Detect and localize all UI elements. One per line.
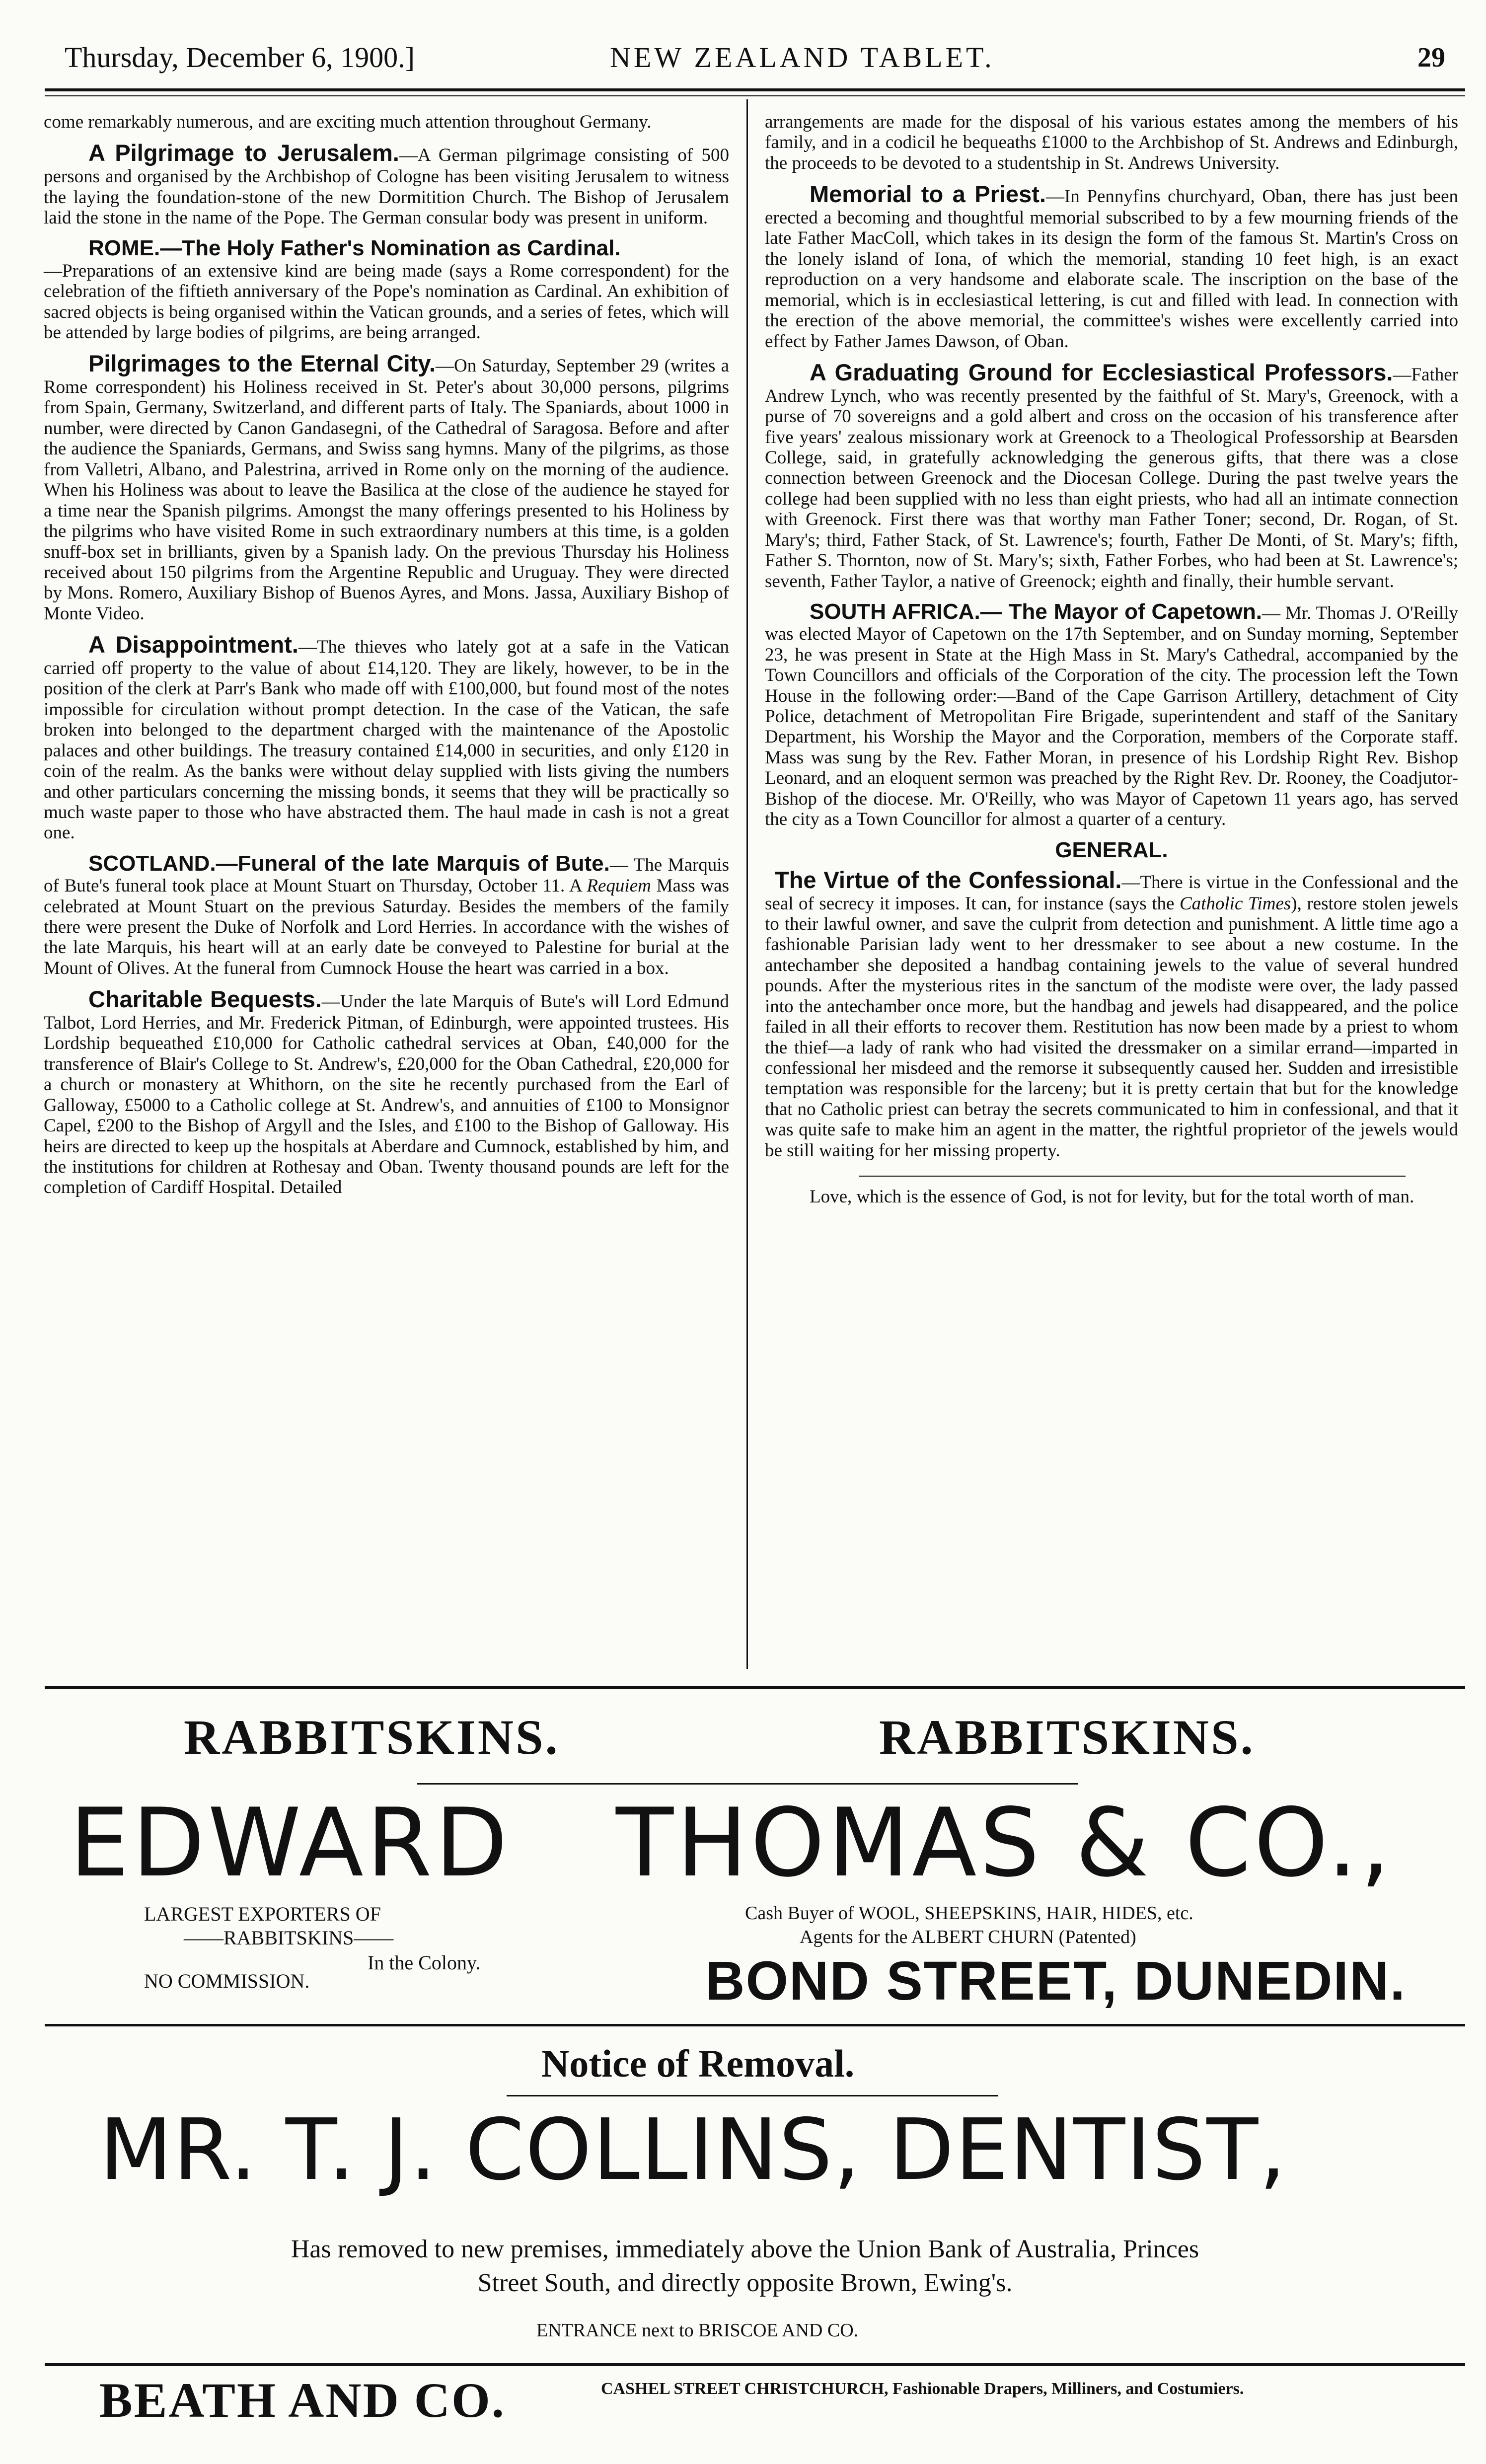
article-jerusalem [44,140,729,228]
bequests-continued: arrangements are made for the disposal of his various estates among the members of his family, and in a codicil he bequeaths £1000 to the Archbishop of St. Andrews and Edinburgh, the proceeds to be devoted to a studentship in St. Andrews University. [765,112,1458,173]
article-heading: A Disappointment. [88,631,298,658]
newspaper-title: NEW ZEALAND TABLET. [610,41,995,74]
article-heading: ROME.—The Holy Father's Nomination as Cardinal. [88,236,621,261]
page-number: 29 [1417,42,1445,73]
intro-paragraph: come remarkably numerous, and are exciting much attention throughout Germany. [44,112,652,132]
right-column [765,112,1458,1215]
ad-rabbitskins-small: ——RABBITSKINS—— [184,1927,394,1949]
ad-collins-dentist: MR. T. J. COLLINS, DENTIST, [99,2101,1287,2199]
article-body: Mass was celebrated at Mount Stuart on the previous Saturday. Besides the members of the family there were present the Duke of Norfolk and Lord Herries. In accordance with the wishes of the late Marquis, his heart will at an early date be conveyed to Palestine for burial at the Mount of Olives. At the funeral from Cumnock House the heart was carried in a box. [44,876,729,978]
article-body: ), restore stolen jewels to their lawful owner, and save the culprit from detection and punishment. A little time ago a fashionable Parisian lady went to her dressmaker to see about a new costume. In the antechamber she deposited a handbag containing jewels to the value of several hundred pounds. After the mysterious rites in the sanctum of the modiste were over, the lady passed into the antechamber once more, but the handbag and jewels had disappeared, and the police failed in all their efforts to recover them. Restitution has now been made by a priest to whom the thief—a lady of rank who had visited the dressmaker on a similar errand—imparted in confessional her misdeed and the remorse it subsequently caused her. Sudden and irresistible temptation was responsible for the larceny; but it is pretty certain that but for the knowledge that no Catholic priest can betray the secrets communicated to him in confessional, and that it was quite safe to make him an agent in the matter, the rightful proprietor of the jewels would be still waiting for her missing property. [765,893,1458,1161]
article-eternal-city [44,351,729,624]
article-body-italic: Catholic Times [1179,893,1291,914]
article-heading: A Pilgrimage to Jerusalem. [88,140,399,166]
article-graduating [765,360,1458,592]
article-body: — Mr. Thomas J. O'Reilly was elected Mayor of Capetown on the 17th September, and on Sunday morning, September 23, he was present in State at the High Mass in St. Mary's Cathedral, accompanied by the Town Councillors and officials of the Corporation of the city. The procession left the Town House in the following order:—Band of the Cape Garrison Artillery, detachment of City Police, detachment of Metropolitan Fire Brigade, superintendent and staff of the Sanitary Department, his Worship the Mayor and the Corporation, members of the Corporate staff. Mass was sung by the Rev. Father Moran, in presence of his Lordship Right Rev. Bishop Leonard, and an eloquent sermon was preached by the Right Rev. Dr. Rooney, the Coadjutor-Bishop of the diocese. Mr. O'Reilly, who was Mayor of Capetown 11 years ago, has served the city as a Town Councillor for almost a quarter of a century. [765,603,1458,830]
ad-rule [417,1783,1078,1785]
notice-rule [507,2095,998,2096]
closing-quote: Love, which is the essence of God, is not for levity, but for the total worth of man. [810,1187,1414,1207]
ad-cash-buyer: Cash Buyer of WOOL, SHEEPSKINS, HAIR, HIDES, etc. [745,1903,1193,1924]
header-rule [45,88,1465,91]
quote-rule [859,1176,1406,1177]
section-heading-general: GENERAL. [1055,837,1168,862]
article-cardinal [44,236,729,343]
article-bute-funeral [44,851,729,978]
article-body: —A German pilgrimage consisting of 500 persons and organised by the Archbishop of Cologne has been visiting Jerusalem to witness the laying the foundation-stone of the new Dormitition Church. The Bishop of Jerusalem laid the stone in the name of the Pope. The German consular body was present in uniform. [44,145,729,228]
ad-bond-street: BOND STREET, DUNEDIN. [705,1950,1406,2012]
article-body: — The Marquis of Bute's funeral took place at Mount Stuart on Thursday, October 11. A [44,854,729,896]
article-capetown [765,599,1458,830]
article-body: —Preparations of an extensive kind are being made (says a Rome correspondent) for the celebration of the fiftieth anniversary of the Pope's nomination as Cardinal. An exhibition of sacred objects is being organised within the Vatican grounds, and a series of fetes, which will be attended by large bodies of pilgrims, are being arranged. [44,260,729,343]
ad-largest-exporters: LARGEST EXPORTERS OF [144,1903,381,1925]
article-heading: SOUTH AFRICA.— The Mayor of Capetown. [810,599,1262,624]
ad-entrance: ENTRANCE next to BRISCOE AND CO. [536,2320,859,2341]
ad-removed-line-2: Street South, and directly opposite Brown, Ewing's. [477,2268,1013,2297]
ad-removed-line-1: Has removed to new premises, immediately above the Union Bank of Australia, Princes [291,2235,1199,2263]
ad-separator-bottom [45,2363,1465,2366]
left-column [44,112,729,1206]
ad-removed-text [99,2233,1391,2300]
ad-separator [45,2024,1465,2026]
ad-colony: In the Colony. [368,1951,481,1974]
article-body-italic: Requiem [587,876,651,896]
ad-beath-and-co: BEATH AND CO. [99,2373,506,2428]
article-body: —Father Andrew Lynch, who was recently presented by the faithful of St. Mary's, Greenock, with a purse of 70 sovereigns and a gold albert and cross on the occasion of his transference after five years' zealous missionary work at Greenock to a Theological Professorship at Bearsden College, said, in gratefully acknowledging the generous gifts, that there was a close connection between Greenock and the Diocesan College. During the past twelve years the college had been supplied with no less than eight priests, who had all an intimate connection with Greenock. First there was that worthy man Father Toner; second, Dr. Rogan, of St. Mary's; third, Father Stack, of St. Lawrence's; fourth, Father De Monti, of St. Mary's; fifth, Father S. Thornton, now of St. Mary's; sixth, Father Forbes, who had been at St. Lawrence's; seventh, Father Taylor, a native of Greenock; eighth and finally, their humble servant. [765,365,1458,592]
article-heading: Pilgrimages to the Eternal City. [88,350,436,377]
ad-edward: EDWARD [70,1788,511,1898]
issue-date: Thursday, December 6, 1900.] [65,41,415,74]
column-divider [746,99,748,1669]
article-memorial [765,181,1458,352]
article-body: —The thieves who lately got at a safe in the Vatican carried off property to the value of about £14,120. They are likely, however, to be in the position of the clerk at Parr's Bank who made off with £100,000, but found most of the notes impossible for circulation without prompt detection. In the case of the Vatican, the safe broken into belonged to the department charged with the maintenance of the Apostolic palaces and other buildings. The treasury contained £14,000 in securities, and only £120 in coin of the realm. As the banks were without delay supplied with lists giving the numbers and other particulars concerning the missing bonds, it seems that they will be practically so much waste paper to those who have abstracted them. The haul made in cash is not a great one. [44,637,729,843]
article-heading: A Graduating Ground for Ecclesiastical Professors. [810,359,1393,385]
ad-rabbitskins-left: RABBITSKINS. [184,1710,560,1765]
article-disappointment [44,632,729,843]
article-body: —Under the late Marquis of Bute's will Lord Edmund Talbot, Lord Herries, and Mr. Frederick Pitman, of Edinburgh, were appointed trustees. His Lordship bequeathed £10,000 for Catholic cathedral services at Oban, £40,000 for the transference of Blair's College to St. Andrew's, £20,000 for the Oban Cathedral, £20,000 for a church or monastery at Whithorn, on the site he recently purchased from the Earl of Galloway, £5000 to a Catholic college at St. Andrew's, and annuities of £100 to Monsignor Capel, £200 to the Bishop of Argyll and the Isles, and £100 to the Bishop of Galloway. His heirs are directed to keep up the hospitals at Aberdare and Cumnock, established by him, and the institutions for children at Rothesay and Oban. Twenty thousand pounds are left for the completion of Cardiff Hospital. Detailed [44,991,729,1198]
page-header [45,36,1465,80]
ad-thomas-co: THOMAS & CO., [616,1788,1394,1898]
article-heading: The Virtue of the Confessional. [775,866,1122,893]
header-rule-thin [45,95,1465,96]
article-heading: Memorial to a Priest. [810,181,1046,208]
article-bequests [44,986,729,1198]
article-heading: Charitable Bequests. [88,986,322,1013]
columns-end-rule [45,1686,1465,1689]
ad-rabbitskins-right: RABBITSKINS. [879,1710,1255,1765]
ad-notice-of-removal: Notice of Removal. [541,2042,855,2085]
ad-no-commission: NO COMMISSION. [144,1970,310,1992]
article-body: —There is virtue in the Confessional and the seal of secrecy it imposes. It can, for instance (says the [765,872,1458,914]
ad-agents: Agents for the ALBERT CHURN (Patented) [800,1927,1136,1947]
ad-cashel-street: CASHEL STREET CHRISTCHURCH, Fashionable Drapers, Milliners, and Costumiers. [601,2380,1244,2398]
article-heading: SCOTLAND.—Funeral of the late Marquis of Bute. [88,851,610,876]
article-body: —On Saturday, September 29 (writes a Rome correspondent) his Holiness received in St. Peter's about 30,000 persons, pilgrims from Spain, Germany, Switzerland, and different parts of Italy. The Spaniards, about 1000 in number, were directed by Canon Gandasegni, of the Cathedral of Saragosa. Before and after the audience the Spaniards, Germans, and Swiss sang hymns. Many of the pilgrims, as those from Valletri, Albano, and Palestrina, arrived in Rome only on the morning of the audience. When his Holiness was about to leave the Basilica at the close of the audience he stayed for a time near the Spanish pilgrims. Amongst the many offerings presented to his Holiness by the pilgrims who have visited Rome in such extraordinary numbers at this time, is a golden snuff-box set in brilliants, given by a Spanish lady. On the previous Thursday his Holiness received about 150 pilgrims from the Argentine Republic and Uruguay. They were directed by Mons. Romero, Auxiliary Bishop of Buenos Ayres, and Mons. Jassa, Auxiliary Bishop of Monte Video. [44,356,730,624]
article-confessional [765,867,1458,1161]
article-body: —In Pennyfins churchyard, Oban, there has just been erected a becoming and thoughtful memorial subscribed to by a few mourning friends of the late Father MacColl, which takes in its design the form of the famous St. Martin's Cross on the lonely island of Iona, of which the memorial, standing 10 feet high, is an exact reproduction on a very handsome and elaborate scale. The inscription on the base of the memorial, which is in ecclesiastical lettering, is cut and filled with lead. In connection with the erection of the above memorial, the committee's wishes were excellently carried into effect by Father James Dawson, of Oban. [765,186,1458,352]
